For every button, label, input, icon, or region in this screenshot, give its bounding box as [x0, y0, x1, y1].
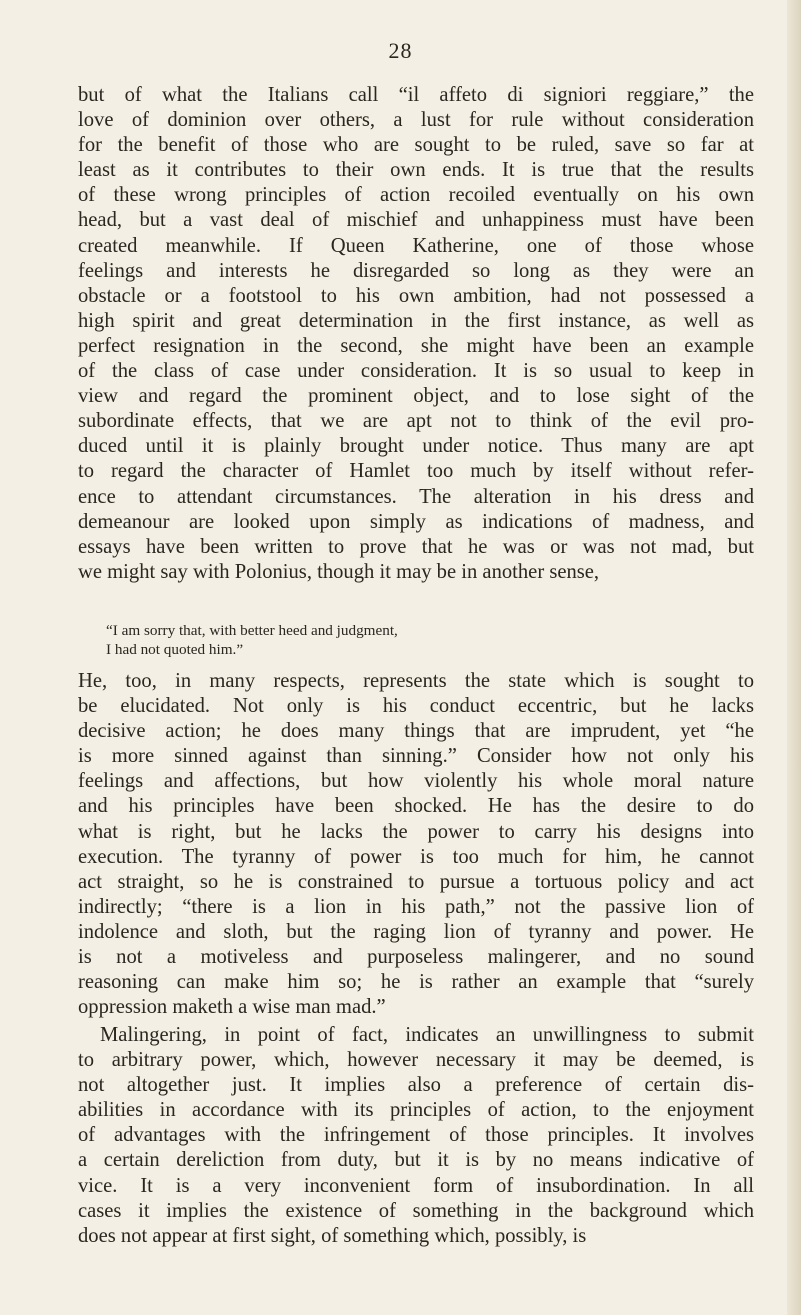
text-line: oppression maketh a wise man mad.” [78, 996, 386, 1019]
text-line: of the class of case under consideration. It is so usual to keep in [78, 360, 754, 383]
paragraph-1-text [78, 83, 754, 585]
text-line: does not appear at first sight, of something which, possibly, is [78, 1224, 587, 1247]
text-line: high spirit and great determination in the first instance, as well as [78, 309, 754, 332]
text-line: essays have been written to prove that he was or was not mad, but [78, 535, 754, 558]
text-line: view and regard the prominent object, and to lose sight of the [78, 385, 754, 408]
text-line: perfect resignation in the second, she might have been an example [78, 334, 754, 357]
text-line: what is right, but he lacks the power to carry his designs into [78, 820, 754, 843]
paragraph-3-text [78, 1023, 754, 1249]
paragraph-1 [78, 83, 754, 585]
quotation-text [106, 621, 398, 659]
text-line: cases it implies the existence of something in the background which [78, 1199, 754, 1222]
text-line: decisive action; he does many things that are imprudent, yet “he [78, 720, 754, 743]
paragraph-2 [78, 669, 754, 1020]
text-line: not altogether just. It implies also a preference of certain dis- [78, 1074, 754, 1097]
text-line: subordinate effects, that we are apt not to think of the evil pro- [78, 410, 754, 433]
text-line: of these wrong principles of action recoiled eventually on his own [78, 184, 754, 207]
text-line: head, but a vast deal of mischief and unhappiness must have been [78, 209, 754, 232]
text-line: to arbitrary power, which, however necessary it may be deemed, is [78, 1049, 754, 1072]
text-line: be elucidated. Not only is his conduct eccentric, but he lacks [78, 695, 754, 718]
text-line: is more sinned against than sinning.” Consider how not only his [78, 745, 754, 768]
text-line: vice. It is a very inconvenient form of insubordination. In all [78, 1174, 754, 1197]
text-line: of advantages with the infringement of those principles. It involves [78, 1124, 754, 1147]
text-line: I had not quoted him.” [106, 641, 244, 658]
text-line: and his principles have been shocked. He has the desire to do [78, 795, 754, 818]
text-line: execution. The tyranny of power is too much for him, he cannot [78, 845, 754, 868]
text-line: a certain dereliction from duty, but it is by no means indicative of [78, 1149, 754, 1172]
text-line: but of what the Italians call “il affeto di signiori reggiare,” the [78, 84, 754, 106]
text-line: least as it contributes to their own ends. It is true that the results [78, 159, 754, 182]
text-line: “I am sorry that, with better heed and judgment, [106, 622, 398, 639]
text-line: feelings and interests he disregarded so long as they were an [78, 259, 754, 282]
text-line: act straight, so he is constrained to pursue a tortuous policy and act [78, 870, 754, 893]
text-line: love of dominion over others, a lust for rule without consideration [78, 109, 754, 132]
page-edge-shadow [787, 0, 801, 1315]
text-line: Malingering, in point of fact, indicates an unwillingness to submit [100, 1024, 754, 1046]
text-line: indirectly; “there is a lion in his path,” not the passive lion of [78, 895, 754, 918]
text-line: is not a motiveless and purposeless malingerer, and no sound [78, 946, 754, 969]
text-line: for the benefit of those who are sought to be ruled, save so far at [78, 134, 754, 157]
paragraph-3 [78, 1023, 754, 1249]
text-line: feelings and affections, but how violently his whole moral nature [78, 770, 754, 793]
page-number: 28 [388, 38, 413, 63]
text-line: ence to attendant circumstances. The alteration in his dress and [78, 485, 754, 508]
text-line: abilities in accordance with its principles of action, to the enjoyment [78, 1099, 754, 1122]
paragraph-2-text [78, 669, 754, 1020]
text-line: we might say with Polonius, though it may be in another sense, [78, 560, 600, 583]
text-line: indolence and sloth, but the raging lion of tyranny and power. He [78, 920, 754, 943]
text-line: obstacle or a footstool to his own ambition, had not possessed a [78, 284, 754, 307]
text-line: created meanwhile. If Queen Katherine, one of those whose [78, 234, 754, 257]
text-line: to regard the character of Hamlet too much by itself without refer- [78, 460, 754, 483]
text-line: He, too, in many respects, represents the state which is sought to [78, 670, 754, 692]
quotation [106, 621, 398, 659]
text-line: duced until it is plainly brought under notice. Thus many are apt [78, 435, 754, 458]
text-line: demeanour are looked upon simply as indications of madness, and [78, 510, 754, 533]
text-line: reasoning can make him so; he is rather an example that “surely [78, 971, 754, 994]
